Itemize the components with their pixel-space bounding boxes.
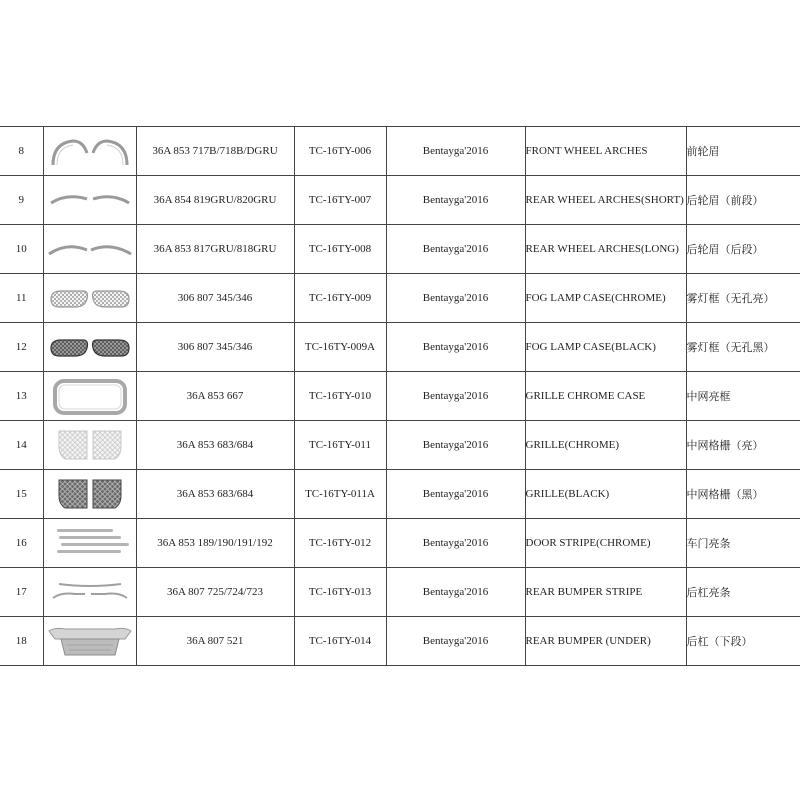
- part-name-en: FOG LAMP CASE(CHROME): [525, 274, 686, 323]
- item-number: 18: [0, 617, 43, 666]
- vehicle-model: Bentayga'2016: [386, 225, 525, 274]
- part-name-cn: 后轮眉（后段）: [686, 225, 800, 274]
- part-name-cn: 车门亮条: [686, 519, 800, 568]
- front-wheel-arches-icon: [45, 131, 135, 171]
- part-name-cn: 雾灯框（无孔亮）: [686, 274, 800, 323]
- part-name-cn: 中网亮框: [686, 372, 800, 421]
- table-row: [0, 617, 800, 666]
- rear-bumper-under-icon: [45, 621, 135, 661]
- vehicle-model: Bentayga'2016: [386, 470, 525, 519]
- part-code: TC-16TY-013: [294, 568, 386, 617]
- part-image-cell: [43, 323, 136, 372]
- part-name-cn: 后杠（下段）: [686, 617, 800, 666]
- oem-number: 306 807 345/346: [136, 323, 294, 372]
- table-row: [0, 127, 800, 176]
- grille-black-icon: [45, 474, 135, 514]
- part-image-cell: [43, 274, 136, 323]
- grille-chrome-icon: [45, 425, 135, 465]
- part-image-cell: [43, 617, 136, 666]
- vehicle-model: Bentayga'2016: [386, 323, 525, 372]
- oem-number: 36A 854 819GRU/820GRU: [136, 176, 294, 225]
- part-name-cn: 后杠亮条: [686, 568, 800, 617]
- part-code: TC-16TY-008: [294, 225, 386, 274]
- item-number: 8: [0, 127, 43, 176]
- item-number: 15: [0, 470, 43, 519]
- part-code: TC-16TY-009: [294, 274, 386, 323]
- vehicle-model: Bentayga'2016: [386, 519, 525, 568]
- parts-table: [0, 126, 800, 666]
- oem-number: 306 807 345/346: [136, 274, 294, 323]
- item-number: 16: [0, 519, 43, 568]
- grille-chrome-case-icon: [45, 376, 135, 416]
- part-name-en: FRONT WHEEL ARCHES: [525, 127, 686, 176]
- part-name-en: FOG LAMP CASE(BLACK): [525, 323, 686, 372]
- fog-lamp-case-black-icon: [45, 332, 135, 362]
- part-name-cn: 雾灯框（无孔黑）: [686, 323, 800, 372]
- part-name-en: GRILLE CHROME CASE: [525, 372, 686, 421]
- part-image-cell: [43, 470, 136, 519]
- vehicle-model: Bentayga'2016: [386, 617, 525, 666]
- part-name-en: GRILLE(BLACK): [525, 470, 686, 519]
- vehicle-model: Bentayga'2016: [386, 568, 525, 617]
- part-image-cell: [43, 519, 136, 568]
- oem-number: 36A 853 683/684: [136, 470, 294, 519]
- oem-number: 36A 853 667: [136, 372, 294, 421]
- part-name-en: REAR WHEEL ARCHES(SHORT): [525, 176, 686, 225]
- vehicle-model: Bentayga'2016: [386, 421, 525, 470]
- vehicle-model: Bentayga'2016: [386, 176, 525, 225]
- vehicle-model: Bentayga'2016: [386, 127, 525, 176]
- item-number: 12: [0, 323, 43, 372]
- door-stripe-icon: [45, 523, 135, 563]
- oem-number: 36A 853 717B/718B/DGRU: [136, 127, 294, 176]
- table-row: [0, 421, 800, 470]
- part-name-en: REAR BUMPER (UNDER): [525, 617, 686, 666]
- table-row: [0, 274, 800, 323]
- oem-number: 36A 853 683/684: [136, 421, 294, 470]
- item-number: 13: [0, 372, 43, 421]
- part-code: TC-16TY-010: [294, 372, 386, 421]
- table-row: [0, 225, 800, 274]
- rear-wheel-arches-long-icon: [45, 234, 135, 264]
- table-row: [0, 470, 800, 519]
- fog-lamp-case-chrome-icon: [45, 283, 135, 313]
- item-number: 10: [0, 225, 43, 274]
- part-name-cn: 中网格栅（黑）: [686, 470, 800, 519]
- vehicle-model: Bentayga'2016: [386, 274, 525, 323]
- item-number: 11: [0, 274, 43, 323]
- part-name-en: DOOR STRIPE(CHROME): [525, 519, 686, 568]
- part-image-cell: [43, 372, 136, 421]
- part-image-cell: [43, 421, 136, 470]
- item-number: 17: [0, 568, 43, 617]
- table-row: [0, 176, 800, 225]
- part-name-en: GRILLE(CHROME): [525, 421, 686, 470]
- part-code: TC-16TY-007: [294, 176, 386, 225]
- part-name-en: REAR BUMPER STRIPE: [525, 568, 686, 617]
- table-row: [0, 372, 800, 421]
- part-image-cell: [43, 568, 136, 617]
- part-name-cn: 后轮眉（前段）: [686, 176, 800, 225]
- part-code: TC-16TY-009A: [294, 323, 386, 372]
- vehicle-model: Bentayga'2016: [386, 372, 525, 421]
- oem-number: 36A 853 189/190/191/192: [136, 519, 294, 568]
- part-name-en: REAR WHEEL ARCHES(LONG): [525, 225, 686, 274]
- part-name-cn: 前轮眉: [686, 127, 800, 176]
- part-image-cell: [43, 225, 136, 274]
- part-name-cn: 中网格栅（亮）: [686, 421, 800, 470]
- table-row: [0, 568, 800, 617]
- oem-number: 36A 853 817GRU/818GRU: [136, 225, 294, 274]
- oem-number: 36A 807 725/724/723: [136, 568, 294, 617]
- table-row: [0, 519, 800, 568]
- part-image-cell: [43, 176, 136, 225]
- item-number: 9: [0, 176, 43, 225]
- part-code: TC-16TY-014: [294, 617, 386, 666]
- table-row: [0, 323, 800, 372]
- part-code: TC-16TY-012: [294, 519, 386, 568]
- item-number: 14: [0, 421, 43, 470]
- oem-number: 36A 807 521: [136, 617, 294, 666]
- rear-bumper-stripe-icon: [45, 572, 135, 612]
- rear-wheel-arches-short-icon: [45, 185, 135, 215]
- part-code: TC-16TY-011: [294, 421, 386, 470]
- part-code: TC-16TY-011A: [294, 470, 386, 519]
- part-code: TC-16TY-006: [294, 127, 386, 176]
- part-image-cell: [43, 127, 136, 176]
- parts-table-body: [0, 127, 800, 666]
